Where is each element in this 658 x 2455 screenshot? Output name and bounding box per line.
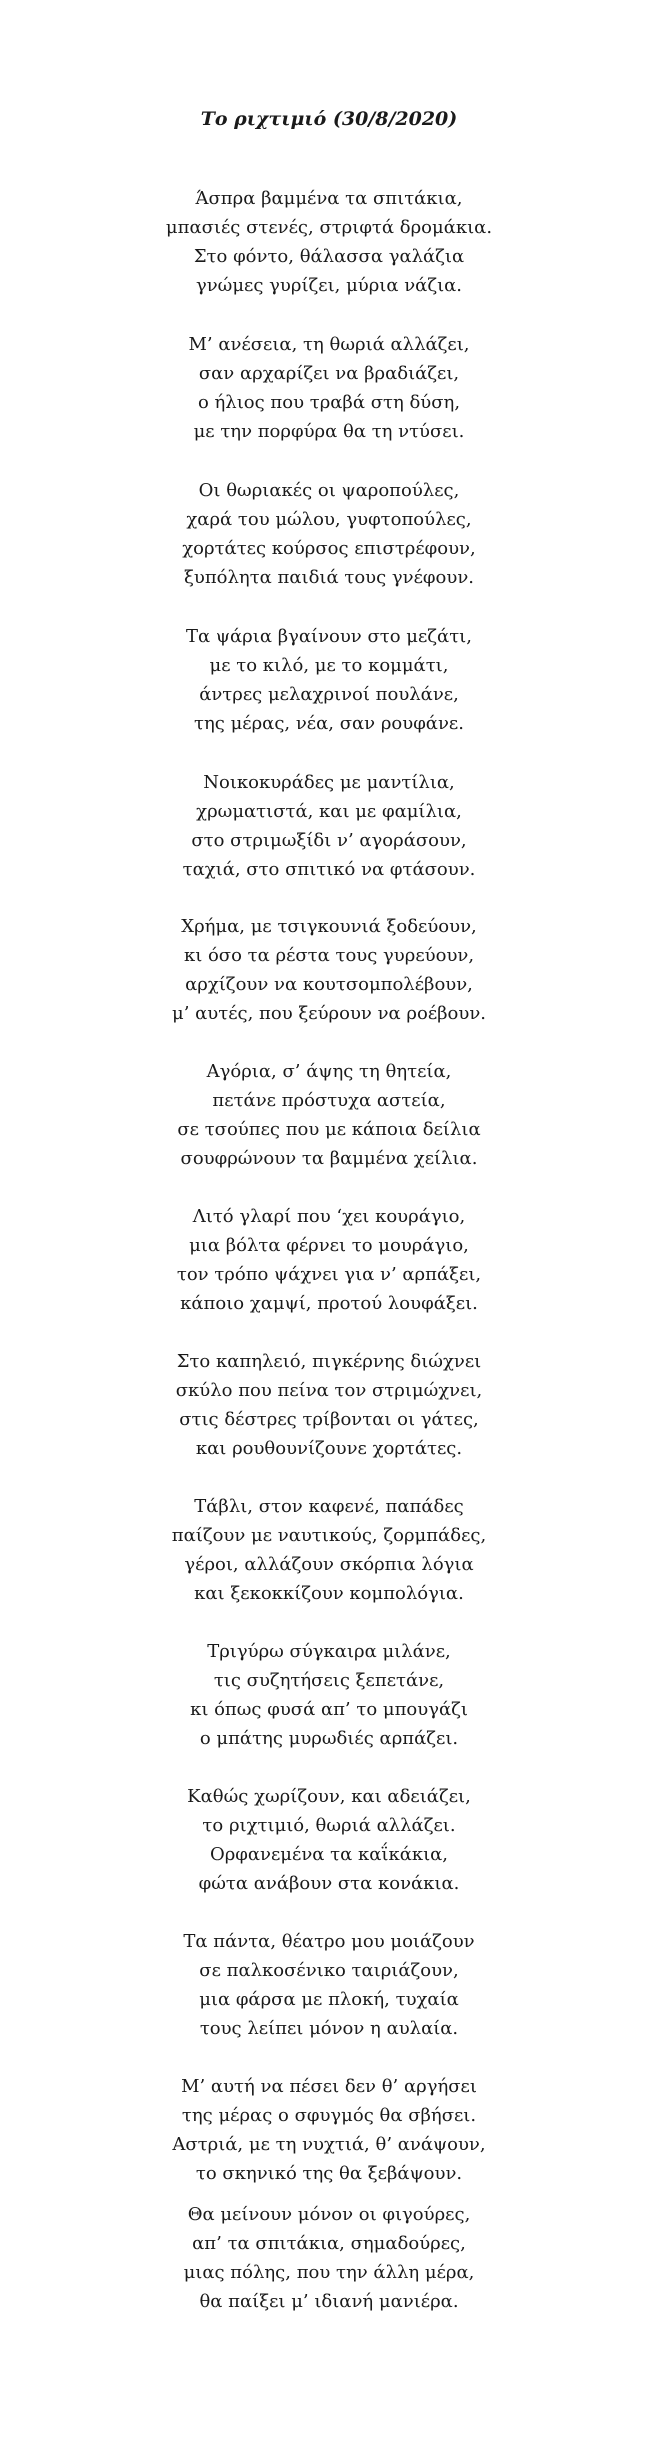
stanza — [0, 2072, 658, 2188]
verse-line: μπασιές στενές, στριφτά δρομάκια. — [165, 217, 493, 238]
verse-line: Τάβλι, στον καφενέ, παπάδες — [194, 1496, 464, 1517]
verse-line: χαρά του μώλου, γυφτοπούλες, — [186, 509, 472, 530]
verse-line: το ριχτιμιό, θωριά αλλάζει. — [202, 1815, 456, 1836]
verse-line: σαν αρχαρίζει να βραδιάζει, — [198, 363, 460, 384]
verse-line: Αγόρια, σ’ άψης τη θητεία, — [206, 1061, 452, 1082]
verse-line: μια βόλτα φέρνει το μουράγιο, — [189, 1235, 469, 1256]
verse-line: Οι θωριακές οι ψαροπούλες, — [198, 480, 460, 501]
verse-line: με την πορφύρα θα τη ντύσει. — [193, 421, 465, 442]
verse-line: αρχίζουν να κουτσομπολέβουν, — [185, 974, 473, 995]
verse-line: της μέρας ο σφυγμός θα σβήσει. — [181, 2105, 477, 2126]
verse-line: Άσπρα βαμμένα τα σπιτάκια, — [195, 188, 463, 209]
stanza — [0, 476, 658, 592]
verse-line: τον τρόπο ψάχνει για ν’ αρπάξει, — [176, 1264, 482, 1285]
verse-line: χρωματιστά, και με φαμίλια, — [196, 801, 462, 822]
verse-line: κι όσο τα ρέστα τους γυρεύουν, — [183, 945, 475, 966]
verse-line: σουφρώνουν τα βαμμένα χείλια. — [180, 1148, 478, 1169]
verse-line: της μέρας, νέα, σαν ρουφάνε. — [194, 713, 464, 734]
verse-line: παίζουν με ναυτικούς, ζορμπάδες, — [171, 1525, 487, 1546]
verse-line: Τα πάντα, θέατρο μου μοιάζουν — [183, 1931, 475, 1952]
poem-title: Το ριχτιμιό (30/8/2020) — [200, 108, 458, 130]
verse-line: Μ’ αυτή να πέσει δεν θ’ αργήσει — [181, 2076, 477, 2097]
verse-line: ο μπάτης μυρωδιές αρπάζει. — [199, 1728, 459, 1749]
verse-line: και ξεκοκκίζουν κομπολόγια. — [194, 1583, 464, 1604]
stanza — [0, 1202, 658, 1318]
verse-line: φώτα ανάβουν στα κονάκια. — [198, 1873, 460, 1894]
verse-line: Στο φόντο, θάλασσα γαλάζια — [193, 246, 465, 267]
verse-line: Θα μείνουν μόνον οι φιγούρες, — [187, 2204, 471, 2225]
verse-line: τους λείπει μόνον η αυλαία. — [199, 2018, 459, 2039]
verse-line: Λιτό γλαρί που ‘χει κουράγιο, — [192, 1206, 466, 1227]
verse-line: σε παλκοσένικο ταιριάζουν, — [199, 1960, 459, 1981]
verse-line: με το κιλό, με το κομμάτι, — [209, 655, 449, 676]
verse-line: Χρήμα, με τσιγκουνιά ξοδεύουν, — [181, 916, 477, 937]
verse-line: σκύλο που πείνα τον στριμώχνει, — [175, 1380, 483, 1401]
verse-line: θα παίξει μ’ ιδιανή μανιέρα. — [199, 2291, 459, 2312]
verse-line: μ’ αυτές, που ξεύρουν να ροέβουν. — [172, 1003, 486, 1024]
verse-line: γέροι, αλλάζουν σκόρπια λόγια — [184, 1554, 474, 1575]
stanza — [0, 622, 658, 738]
stanza — [0, 184, 658, 300]
stanza — [0, 912, 658, 1028]
stanza — [0, 1782, 658, 1898]
verse-line: ξυπόλητα παιδιά τους γνέφουν. — [184, 567, 474, 588]
verse-line: άντρες μελαχρινοί πουλάνε, — [199, 684, 459, 705]
verse-line: τις συζητήσεις ξεπετάνε, — [213, 1670, 445, 1691]
verse-line: Αστριά, με τη νυχτιά, θ’ ανάψουν, — [172, 2134, 486, 2155]
stanza — [0, 330, 658, 446]
verse-line: Μ’ ανέσεια, τη θωριά αλλάζει, — [188, 334, 470, 355]
verse-line: ο ήλιος που τραβά στη δύση, — [197, 392, 461, 413]
verse-line: Καθώς χωρίζουν, και αδειάζει, — [187, 1786, 471, 1807]
verse-line: μια φάρσα με πλοκή, τυχαία — [199, 1989, 459, 2010]
verse-line: πετάνε πρόστυχα αστεία, — [212, 1090, 446, 1111]
verse-line: σε τσούπες που με κάποια δείλια — [177, 1119, 481, 1140]
verse-line: στις δέστρες τρίβονται οι γάτες, — [179, 1409, 479, 1430]
verse-line: κι όπως φυσά απ’ το μπουγάζι — [190, 1699, 468, 1720]
stanza — [0, 1347, 658, 1463]
verse-line: Ορφανεμένα τα καΐκάκια, — [209, 1844, 449, 1865]
verse-line: το σκηνικό της θα ξεβάψουν. — [195, 2163, 463, 2184]
verse-line: και ρουθουνίζουνε χορτάτες. — [195, 1438, 463, 1459]
verse-line: Τα ψάρια βγαίνουν στο μεζάτι, — [186, 626, 472, 647]
verse-line: ταχιά, στο σπιτικό να φτάσουν. — [182, 859, 476, 880]
verse-line: στο στριμωξίδι ν’ αγοράσουν, — [191, 830, 467, 851]
verse-line: χορτάτες κούρσος επιστρέφουν, — [182, 538, 476, 559]
stanza — [0, 1492, 658, 1608]
verse-line: κάποιο χαμψί, προτού λουφάξει. — [180, 1293, 478, 1314]
verse-line: γνώμες γυρίζει, μύρια νάζια. — [195, 275, 463, 296]
stanza — [0, 1057, 658, 1173]
verse-line: Στο καπηλειό, πιγκέρνης διώχνει — [176, 1351, 482, 1372]
stanza — [0, 2200, 658, 2316]
verse-line: απ’ τα σπιτάκια, σημαδούρες, — [192, 2233, 466, 2254]
stanza — [0, 1637, 658, 1753]
verse-line: Νοικοκυράδες με μαντίλια, — [203, 772, 455, 793]
stanza — [0, 768, 658, 884]
verse-line: μιας πόλης, που την άλλη μέρα, — [183, 2262, 475, 2283]
stanza — [0, 1927, 658, 2043]
verse-line: Τριγύρω σύγκαιρα μιλάνε, — [207, 1641, 451, 1662]
